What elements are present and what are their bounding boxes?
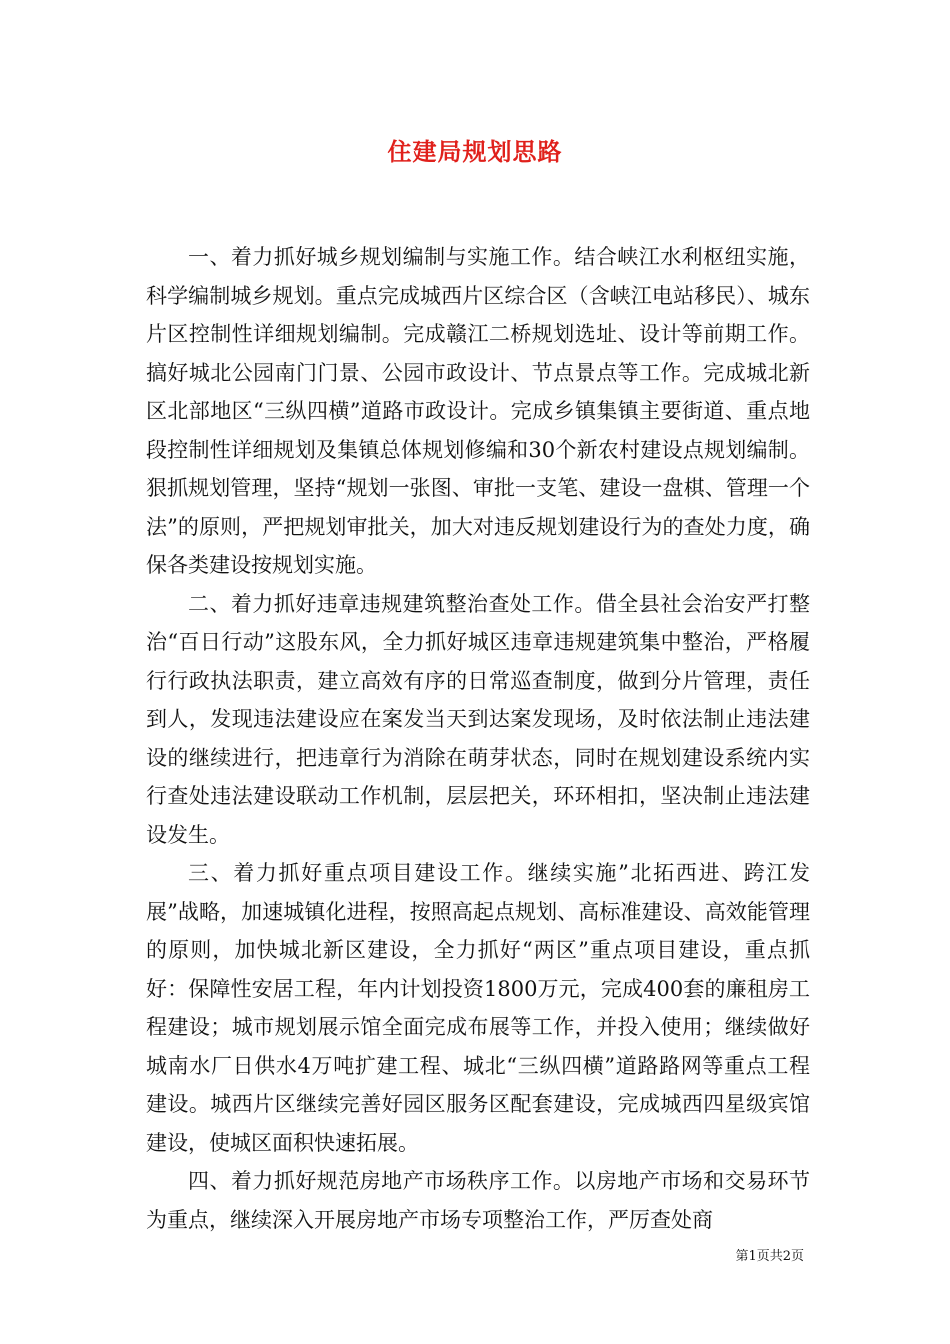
paragraph-1: 一、着力抓好城乡规划编制与实施工作。结合峡江水利枢纽实施，科学编制城乡规划。重点完成城西片区综合区（含峡江电站移民）、城东片区控制性详细规划编制。完成赣江二桥规划选址、设计等前期工作。搞好城北公园南门门景、公园市政设计、节点景点等工作。完成城北新区北部地区“三纵四横”道路市政设计。完成乡镇集镇主要街道、重点地段控制性详细规划及集镇总体规划修编和30个新农村建设点规划编制。狠抓规划管理，坚持“规划一张图、审批一支笔、建设一盘棋、管理一个法”的原则，严把规划审批关，加大对违反规划建设行为的查处力度，确保各类建设按规划实施。 [146, 245, 810, 577]
page-number-footer [735, 1245, 804, 1264]
paragraph-3: 三、着力抓好重点项目建设工作。继续实施”北拓西进、跨江发展”战略，加速城镇化进程，按照高起点规划、高标准建设、高效能管理的原则，加快城北新区建设，全力抓好“两区”重点项目建设，重点抓好：保障性安居工程，年内计划投资1800万元，完成400套的廉租房工程建设；城市规划展示馆全面完成布展等工作，并投入使用；继续做好城南水厂日供水4万吨扩建工程、城北“三纵四横”道路路网等重点工程建设。城西片区继续完善好园区服务区配套建设，完成城西四星级宾馆建设，使城区面积快速拓展。 [146, 861, 810, 1155]
paragraph-2: 二、着力抓好违章违规建筑整治查处工作。借全县社会治安严打整治“百日行动”这股东风，全力抓好城区违章违规建筑集中整治，严格履行行政执法职责，建立高效有序的日常巡查制度，做到分片管理，责任到人，发现违法建设应在案发当天到达案发现场，及时依法制止违法建设的继续进行，把违章行为消除在萌芽状态，同时在规划建设系统内实行查处违法建设联动工作机制，层层把关，环环相扣，坚决制止违法建设发生。 [146, 591, 810, 847]
page-number-label: 第1页共2页 [735, 1249, 804, 1264]
paragraph-4: 四、着力抓好规范房地产市场秩序工作。以房地产市场和交易环节为重点，继续深入开展房地产市场专项整治工作，严厉查处商 [146, 1169, 810, 1232]
document-body [146, 238, 810, 1239]
document-title: 住建局规划思路 [387, 137, 563, 166]
